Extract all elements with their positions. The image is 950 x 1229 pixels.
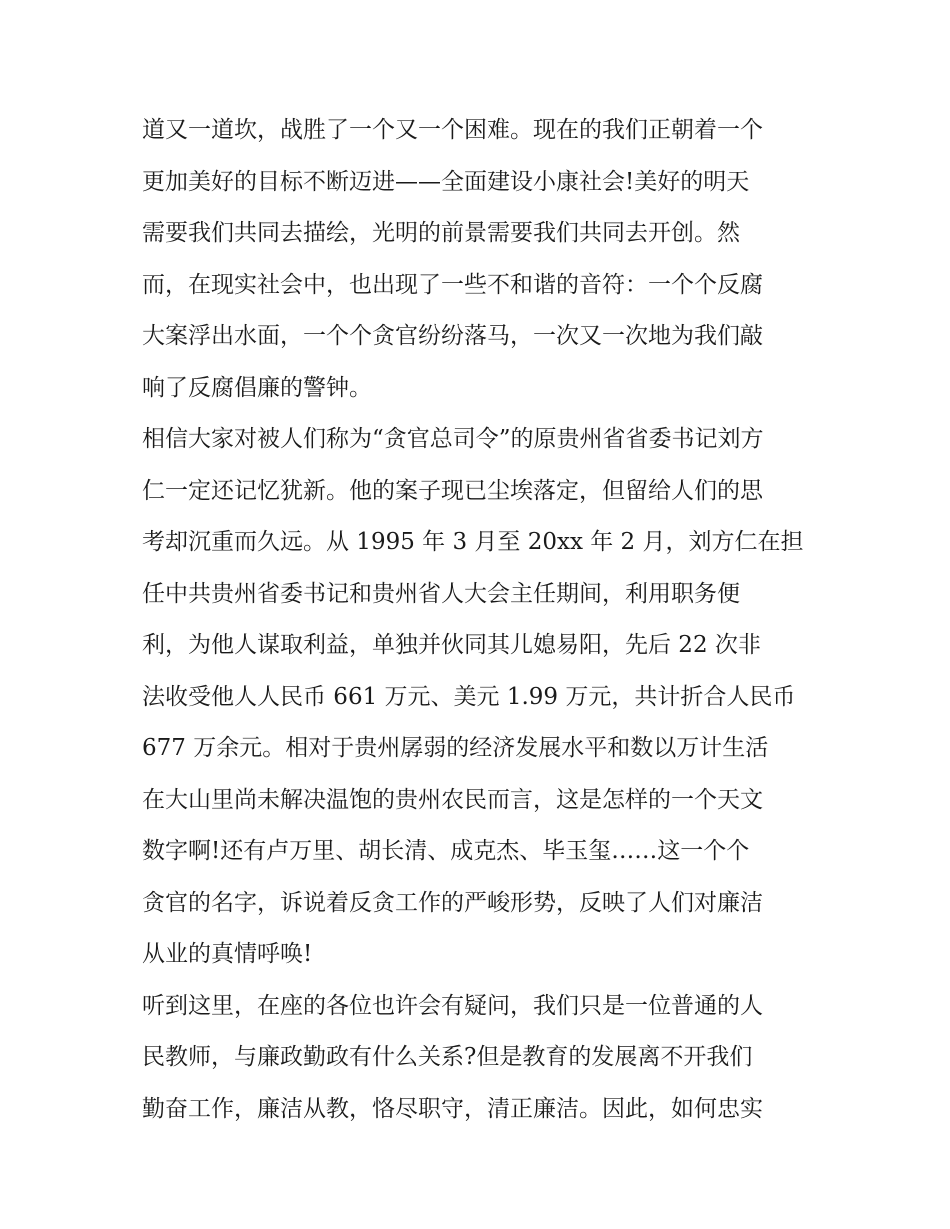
text-line: 大案浮出水面，一个个贪官纷纷落马，一次又一次地为我们敲 [142,323,763,349]
text-line: 而，在现实社会中，也出现了一些不和谐的音符：一个个反腐 [142,271,763,298]
text-line: 利，为他人谋取利益，单独并伙同其儿媳易阳，先后 22 次非 [142,632,761,658]
text-line: 677 万余元。相对于贵州孱弱的经济发展水平和数以万计生活 [142,735,769,761]
text-line: 贪官的名字，诉说着反贪工作的严峻形势，反映了人们对廉洁 [142,889,763,916]
text-line: 数字啊!还有卢万里、胡长清、成克杰、毕玉玺……这一个个 [142,838,750,864]
text-line: 仁一定还记忆犹新。他的案子现已尘埃落定，但留给人们的思 [142,477,763,504]
text-line: 考却沉重而久远。从 1995 年 3 月至 20xx 年 2 月，刘方仁在担 [142,529,804,555]
text-line: 民教师，与廉政勤政有什么关系?但是教育的发展离不开我们 [142,1044,753,1070]
text-line: 任中共贵州省委书记和贵州省人大会主任期间，利用职务便 [142,580,740,607]
text-line: 法收受他人人民币 661 万元、美元 1.99 万元，共计折合人民币 [142,683,796,710]
text-line: 相信大家对被人们称为“贪官总司令”的原贵州省省委书记刘方 [142,426,764,452]
text-line: 需要我们共同去描绘，光明的前景需要我们共同去开创。然 [142,220,740,246]
text-line: 道又一道坎，战胜了一个又一个困难。现在的我们正朝着一个 [142,117,763,143]
document-body [142,105,822,1135]
text-line: 从业的真情呼唤! [142,941,313,967]
text-line: 响了反腐倡廉的警钟。 [142,374,372,401]
text-line: 勤奋工作，廉洁从教，恪尽职守，清正廉洁。因此，如何忠实 [142,1095,763,1122]
text-line: 听到这里，在座的各位也许会有疑问，我们只是一位普通的人 [142,992,763,1019]
text-line: 在大山里尚未解决温饱的贵州农民而言，这是怎样的一个天文 [142,786,763,813]
text-line: 更加美好的目标不断迈进——全面建设小康社会!美好的明天 [142,168,750,195]
